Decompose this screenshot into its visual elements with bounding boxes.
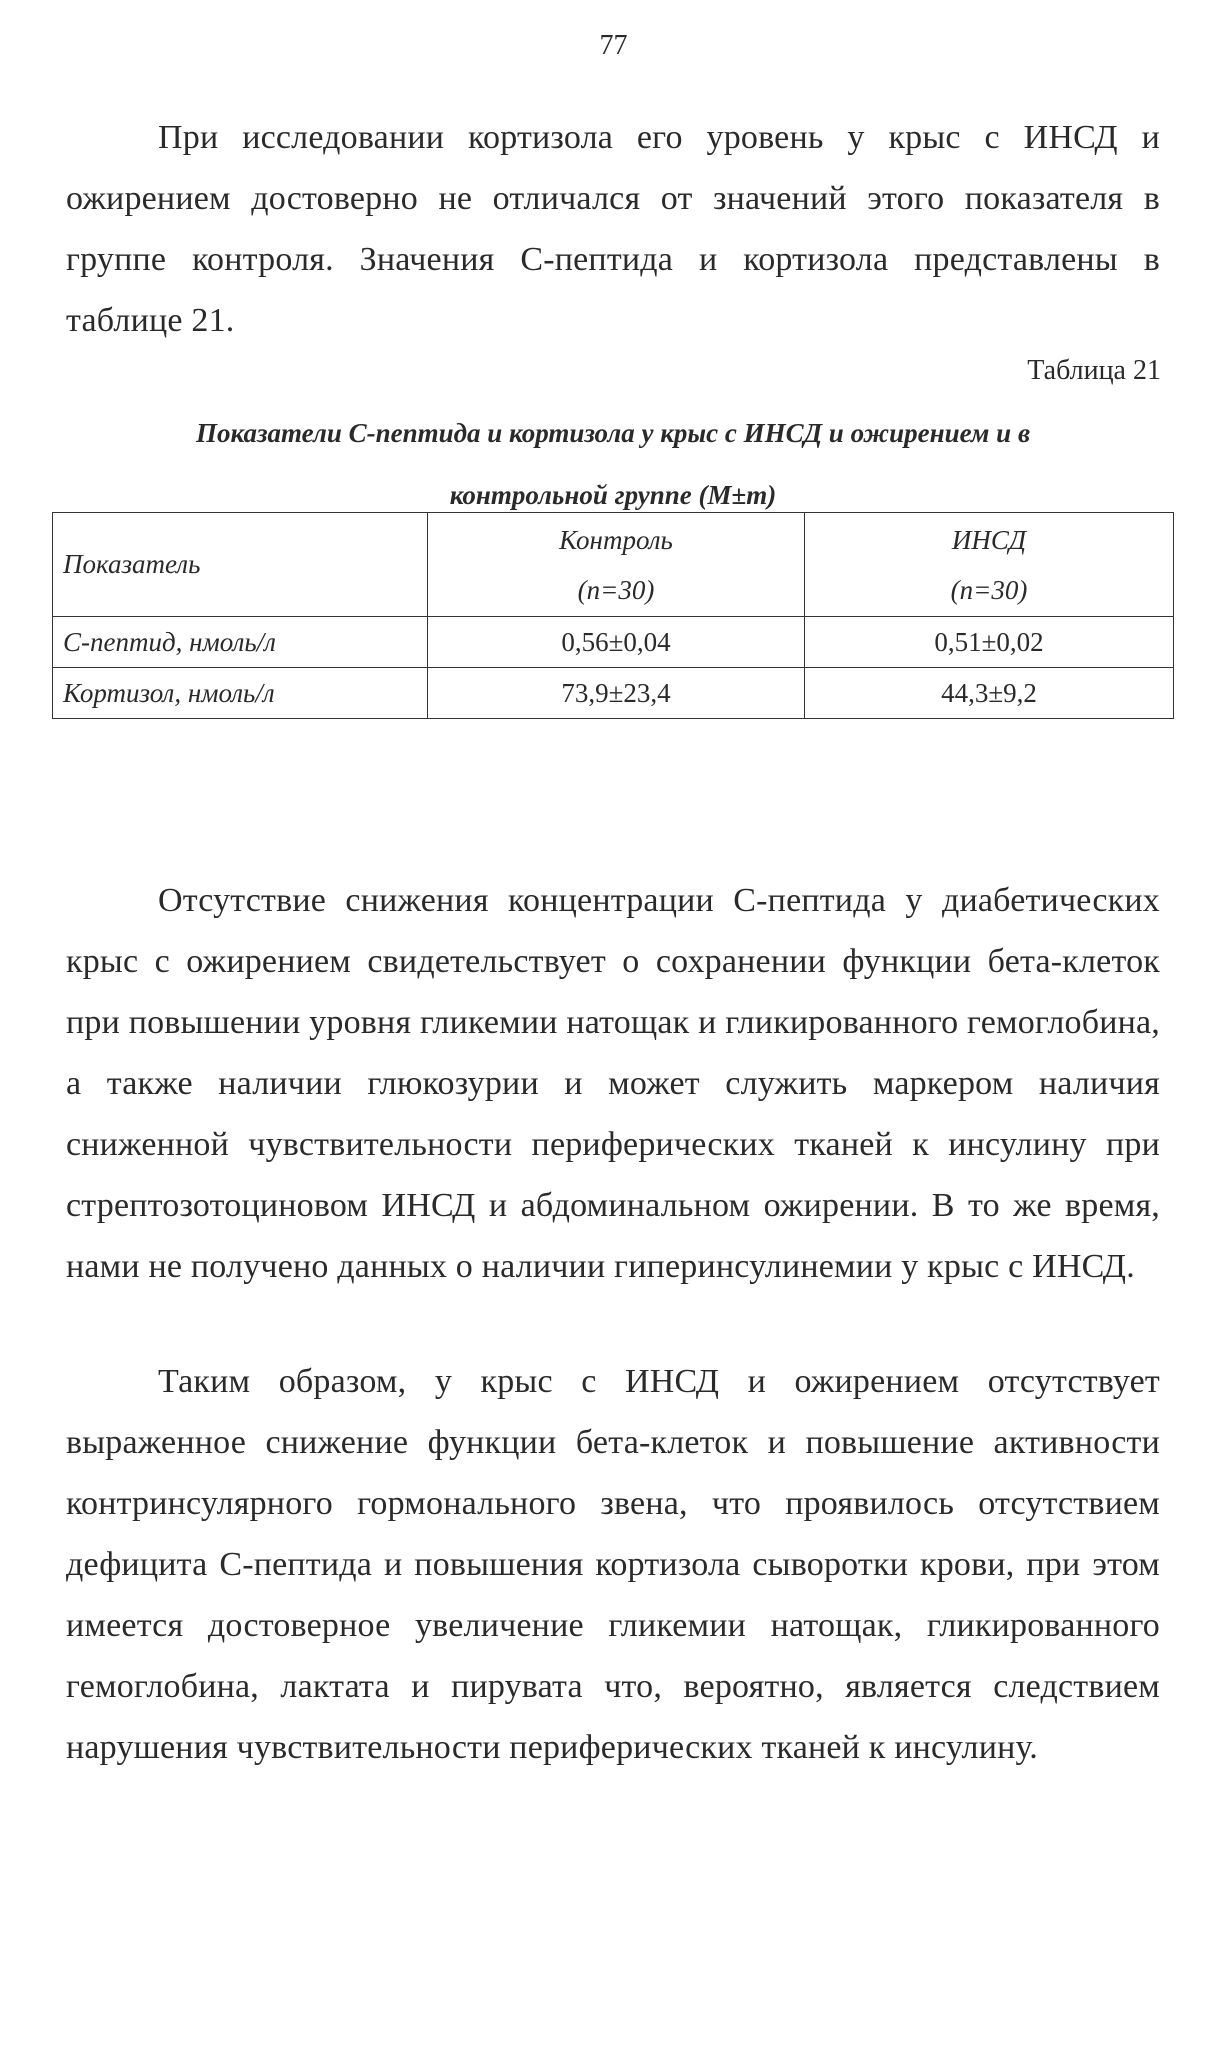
header-indicator: Показатель — [53, 513, 428, 617]
row-insd-value: 0,51±0,02 — [805, 617, 1174, 668]
data-table — [52, 512, 1174, 719]
row-indicator: С-пептид, нмоль/л — [53, 617, 428, 668]
paragraph-conclusion: Таким образом, у крыс с ИНСД и ожирением отсутствует выраженное снижение функции бета-клеток и повышение активности контринсулярного гормонального звена, что проявилось отсутствием дефицита С-пептида и повышения кортизола сыворотки крови, при этом имеется достоверное увеличение гликемии натощак, гликированного гемоглобина, лактата и пирувата что, вероятно, является следствием нарушения чувствительности периферических тканей к инсулину. — [66, 1363, 1160, 1766]
paragraph-discussion: Отсутствие снижения концентрации С-пептида у диабетических крыс с ожирением свидетельствует о сохранении функции бета-клеток при повышении уровня гликемии натощак и гликированного гемоглобина, а также наличии глюкозурии и может служить маркером наличия сниженной чувствительности периферических тканей к инсулину при стрептозотоциновом ИНСД и абдоминальном ожирении. В то же время, нами не получено данных о наличии гиперинсулинемии у крыс с ИНСД. — [66, 882, 1160, 1285]
header-control-n: (n=30) — [577, 574, 655, 605]
table-title-line-2: контрольной группе (M±m) — [449, 480, 777, 510]
table-row — [53, 617, 1174, 668]
header-insd-label: ИНСД — [951, 524, 1027, 555]
table-title-line-1: Показатели С-пептида и кортизола у крыс с ИНСД и ожирением и в — [195, 418, 1031, 448]
table-label: Таблица 21 — [1027, 355, 1161, 386]
header-insd-n: (n=30) — [950, 574, 1028, 605]
table-title — [66, 402, 1160, 526]
row-control-value: 0,56±0,04 — [428, 617, 805, 668]
table-row — [53, 668, 1174, 719]
table-header-row — [53, 513, 1174, 617]
paragraph-intro: При исследовании кортизола его уровень у крыс с ИНСД и ожирением достоверно не отличался от значений этого показателя в группе контроля. Значения С-пептида и кортизола представлены в таблице 21. — [66, 119, 1160, 339]
header-control-label: Контроль — [559, 524, 673, 555]
row-insd-value: 44,3±9,2 — [805, 668, 1174, 719]
page-number: 77 — [599, 30, 628, 61]
row-indicator: Кортизол, нмоль/л — [53, 668, 428, 719]
row-control-value: 73,9±23,4 — [428, 668, 805, 719]
header-control — [428, 513, 805, 617]
header-insd — [805, 513, 1174, 617]
